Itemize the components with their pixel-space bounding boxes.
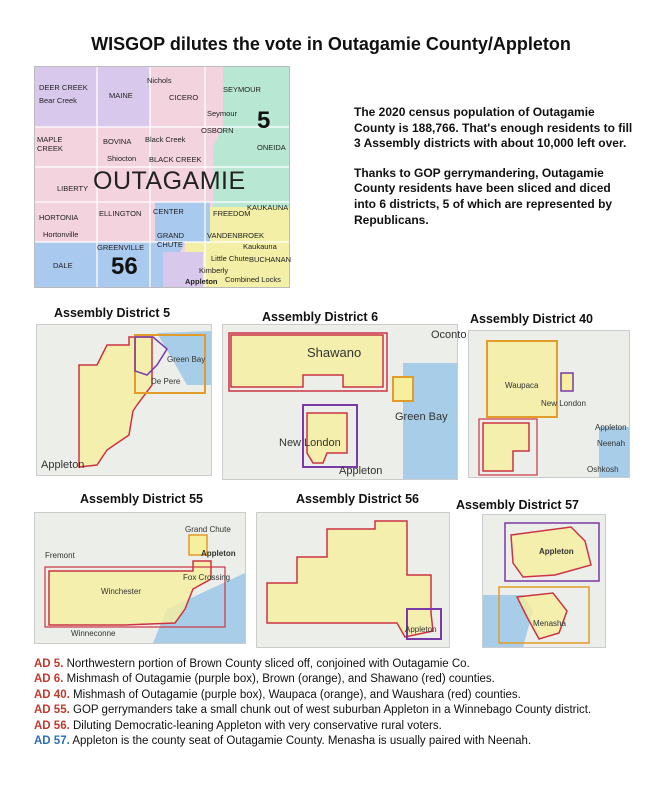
- map-label: Kimberly: [199, 266, 229, 275]
- map-label: HORTONIA: [39, 213, 79, 222]
- map-label: Nichols: [147, 76, 172, 85]
- map-ad5: [36, 324, 212, 476]
- note-ad40: [34, 688, 591, 703]
- map-place-label: Appleton: [339, 465, 383, 477]
- map-ad57: [482, 514, 606, 648]
- map-label: Appleton: [185, 277, 218, 286]
- map-label: LIBERTY: [57, 184, 89, 193]
- page-title: WISGOP dilutes the vote in Outagamie County/Appleton: [91, 34, 571, 54]
- note-tag: AD 6.: [34, 673, 64, 686]
- map-label: Seymour: [207, 109, 238, 118]
- panel-title-ad40: Assembly District 40: [470, 312, 593, 326]
- map-label: MAPLE CREEK: [37, 135, 63, 153]
- map-label: GREENVILLE: [97, 243, 145, 252]
- map-place-label: Appleton: [595, 423, 627, 432]
- map-ad56: [256, 512, 450, 648]
- note-text: Mishmash of Outagamie (purple box), Brown (orange), and Shawano (red) counties.: [66, 673, 495, 686]
- map-place-label: New London: [541, 399, 586, 408]
- panel-title-ad57: Assembly District 57: [456, 498, 579, 512]
- note-text: Mishmash of Outagamie (purple box), Waupaca (orange), and Waushara (red) counties.: [73, 688, 521, 701]
- note-tag: AD 57.: [34, 735, 70, 748]
- map-place-label: Winchester: [101, 587, 142, 596]
- panel-title-ad56: Assembly District 56: [296, 492, 419, 506]
- note-ad57: [34, 734, 591, 749]
- map-place-label: Appleton: [201, 549, 236, 558]
- map-place-label: Appleton: [539, 547, 574, 556]
- map-label: Kaukauna: [243, 242, 277, 251]
- panel-title-ad55: Assembly District 55: [80, 492, 203, 506]
- note-text: GOP gerrymanders take a small chunk out of west suburban Appleton in a Winnebago County district.: [73, 704, 592, 717]
- map-place-label: Shawano: [307, 345, 362, 360]
- district-notes: [34, 657, 591, 749]
- map-label: CICERO: [169, 93, 199, 102]
- map-label: Combined Locks: [225, 275, 281, 284]
- map-place-label: Green Bay: [395, 411, 448, 423]
- note-ad5: [34, 657, 591, 672]
- outagamie-county-map: [34, 66, 290, 288]
- note-tag: AD 55.: [34, 704, 70, 717]
- map-label: OSBORN: [201, 126, 234, 135]
- note-ad56: [34, 719, 591, 734]
- note-tag: AD 5.: [34, 658, 64, 670]
- map-label: Shiocton: [107, 154, 137, 163]
- map-place-label: Fremont: [45, 551, 75, 560]
- map-label: BLACK CREEK: [149, 155, 202, 164]
- map-label: GRAND CHUTE: [157, 231, 185, 249]
- map-place-label: Neenah: [597, 439, 626, 448]
- map-place-label: De Pere: [151, 377, 181, 386]
- map-label: Bear Creek: [39, 96, 77, 105]
- map-label: DALE: [53, 261, 73, 270]
- map-place-label: Oshkosh: [587, 465, 619, 474]
- outagamie-box: [561, 373, 573, 391]
- map-label: FREEDOM: [213, 209, 251, 218]
- map-place-label: Grand Chute: [185, 525, 231, 534]
- map-label: Little Chute: [211, 254, 249, 263]
- map-label: VANDENBROEK: [207, 231, 264, 240]
- note-text: Appleton is the county seat of Outagamie County. Menasha is usually paired with Neenah.: [72, 735, 532, 748]
- district-56-number: 56: [111, 253, 138, 280]
- map-place-label: New London: [279, 437, 341, 449]
- map-place-label: Green Bay: [167, 355, 206, 364]
- note-tag: AD 56.: [34, 719, 70, 732]
- map-label: ONEIDA: [257, 143, 286, 152]
- map-label: CENTER: [153, 207, 184, 216]
- map-label: Black Creek: [145, 135, 186, 144]
- map-label: MAINE: [109, 91, 133, 100]
- map-place-label: Winneconne: [71, 629, 116, 638]
- map-ad55: [34, 512, 246, 644]
- map-place-label: Appleton: [41, 459, 85, 471]
- map-place-label: Menasha: [533, 619, 566, 628]
- map-place-label: Oconto: [431, 329, 467, 341]
- map-ad40: [468, 330, 630, 478]
- map-label: DEER CREEK: [39, 83, 88, 92]
- panel-title-ad5: Assembly District 5: [54, 306, 171, 320]
- brown-county-box: [393, 377, 413, 401]
- map-label: ELLINGTON: [99, 209, 142, 218]
- map-ad6: [222, 324, 467, 480]
- map-label: Hortonville: [43, 230, 79, 239]
- map-label: BUCHANAN: [249, 255, 292, 264]
- map-place-label: Fox Crossing: [183, 573, 231, 582]
- note-text: Northwestern portion of Brown County sliced off, conjoined with Outagamie Co.: [66, 658, 470, 670]
- map-label: KAUKAUNA: [247, 203, 289, 212]
- map-place-label: Waupaca: [505, 381, 539, 390]
- info-paragraph-population: The 2020 census population of Outagamie County is 188,766. That's enough residents to fill 3 Assembly districts with about 10,000 left over.: [354, 105, 633, 151]
- map-label: SEYMOUR: [223, 85, 261, 94]
- note-text: Diluting Democratic-leaning Appleton with very conservative rural voters.: [73, 719, 442, 732]
- note-tag: AD 40.: [34, 688, 70, 701]
- district-5-number: 5: [257, 107, 271, 134]
- note-ad6: [34, 672, 591, 687]
- note-ad55: [34, 703, 591, 718]
- panel-title-ad6: Assembly District 6: [262, 310, 379, 324]
- map-label: BOVINA: [103, 137, 132, 146]
- map-place-label: Appleton: [405, 625, 437, 634]
- info-paragraph-gerrymander: Thanks to GOP gerrymandering, Outagamie County residents have been sliced and diced into 6 districts, 5 of which are represented by Republicans.: [354, 165, 613, 227]
- info-text: [354, 105, 634, 242]
- county-name-label: OUTAGAMIE: [93, 167, 246, 195]
